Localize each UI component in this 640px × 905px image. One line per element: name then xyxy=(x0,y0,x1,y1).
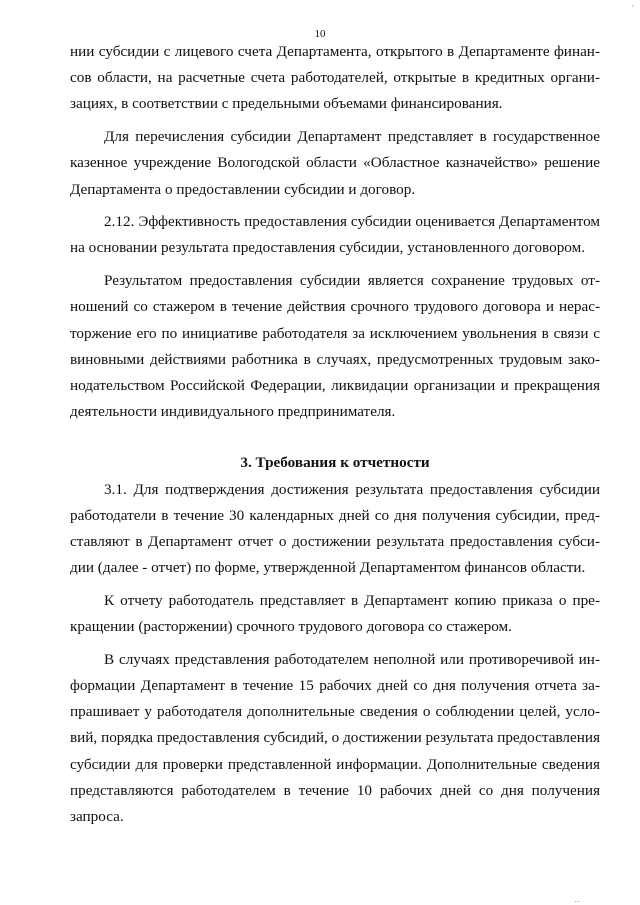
paragraph-subsidy-transfer-decision: Для перечисления субсидии Департамент представляет в государственное казенное учреждение Вологодской области «Областное казначейство» решение Департамента о предоставлении субсидии и договор. xyxy=(70,128,600,198)
paragraph-subsidy-result: Результатом предоставления субсидии является сохранение трудовых отношений со стажером в течение действия срочного трудового договора и нерасторжение его по инициативе работодателя за исключением увольнения в связи с виновными действиями работника в случаях, предусмотренных трудовым законодательством Российской Федерации, ликвидации организации и прекращения деятельности индивидуального предпринимателя. xyxy=(70,272,600,421)
paragraph-2-12-efficiency: 2.12. Эффективность предоставления субсидии оценивается Департаментом на основании результата предоставления субсидии, установленного договором. xyxy=(70,213,600,257)
page-number: 10 xyxy=(314,28,326,40)
paragraph-report-order-copy: К отчету работодатель представляет в Департамент копию приказа о прекращении (расторжении) срочного трудового договора со стажером. xyxy=(70,591,600,636)
scan-artifact-bottom: ... xyxy=(574,896,580,904)
paragraph-additional-information: В случаях представления работодателем неполной или противоречивой информации Департамент в течение 15 рабочих дней со дня получения отчета запрашивает у работодателя дополнительные сведения о соблюдении целей, условий, порядка предоставления субсидий, о достижении результата предоставления субсидии для проверки представленной информации. Дополнительные сведения представляются работодателем в течение 10 рабочих дней со дня получения запроса. xyxy=(70,650,600,825)
scan-artifact-top: ‚ xyxy=(631,0,634,8)
section-heading-reporting: 3. Требования к отчетности xyxy=(240,454,430,472)
paragraph-subsidy-transfer-continuation: нии субсидии с лицевого счета Департамента, открытого в Департаменте финансов области, на расчетные счета работодателей, открытые в кредитных организациях, в соответствии с предельными объемами финансирования. xyxy=(70,43,600,113)
paragraph-3-1-report: 3.1. Для подтверждения достижения результата предоставления субсидии работодатели в течение 30 календарных дней со дня получения субсидии, представляют в Департамент отчет о достижении результата предоставления субсидии (далее - отчет) по форме, утвержденной Департаментом финансов области. xyxy=(70,480,600,577)
document-body xyxy=(70,39,600,837)
